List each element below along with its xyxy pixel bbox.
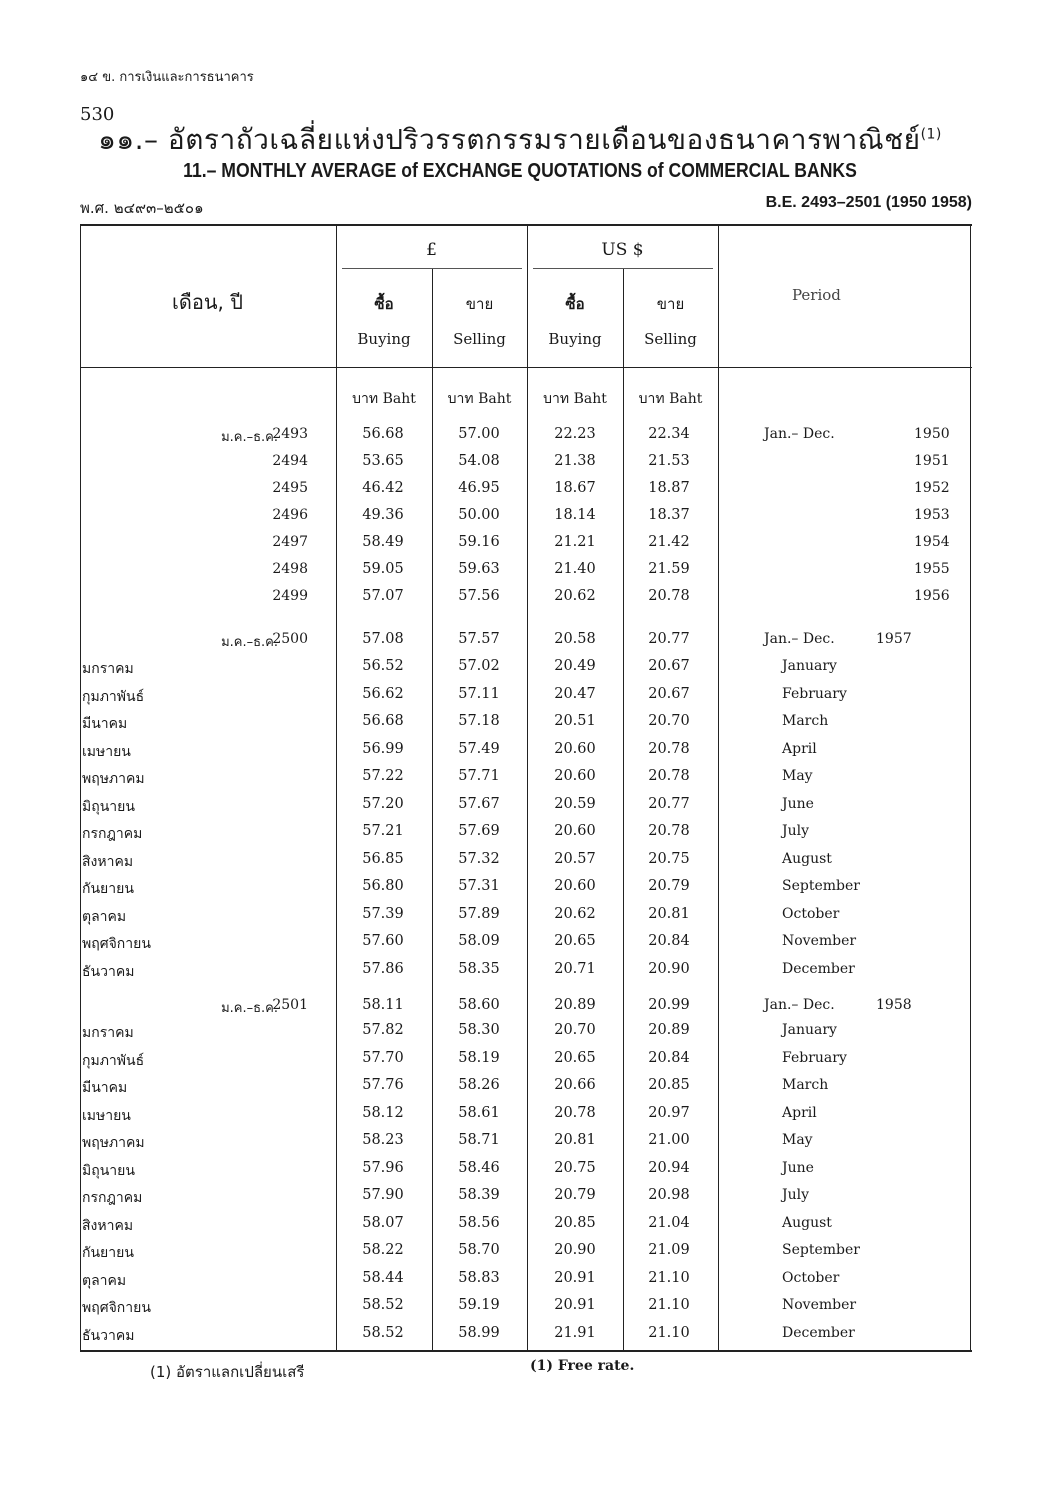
month-thai: เมษายน	[82, 1107, 131, 1124]
month-thai: มิถุนายน	[82, 1162, 135, 1179]
usd-buying: Buying	[548, 330, 602, 348]
table-row	[80, 507, 972, 534]
gbp-buying-value: 46.42	[362, 480, 404, 496]
gbp-buy-thai: ซื้อ	[374, 295, 394, 313]
gbp-buying-value: 57.86	[362, 960, 404, 977]
month-en: June	[782, 795, 814, 812]
gbp-selling-value: 58.30	[458, 1022, 500, 1038]
gbp-selling-value: 57.18	[458, 713, 500, 729]
gbp-selling-value: 57.89	[458, 905, 500, 922]
month-en: November	[782, 1297, 857, 1313]
row-year-thai: 2494	[272, 453, 308, 469]
gbp-selling-value: 57.02	[458, 658, 500, 674]
gbp-selling-value: 57.32	[458, 850, 500, 867]
usd-selling-value: 20.77	[648, 631, 690, 647]
month-en: May	[782, 1132, 813, 1148]
row-label-thai: ม.ค.–ธ.ค.	[221, 1001, 278, 1016]
usd-buying-value: 20.75	[554, 1159, 596, 1176]
usd-buying-value: 20.60	[554, 878, 596, 894]
gbp-selling-value: 58.39	[458, 1187, 500, 1203]
footnote-en: (1) Free rate.	[530, 1358, 635, 1374]
period-en: B.E. 2493–2501 (1950 1958)	[765, 194, 972, 211]
gbp-selling-value: 46.95	[458, 480, 500, 496]
exchange-table	[80, 224, 972, 1352]
table-row	[80, 933, 972, 960]
usd-selling-value: 21.09	[648, 1242, 690, 1258]
row-year-thai: 2498	[272, 561, 308, 577]
table-row-total	[80, 631, 972, 658]
usd-selling-value: 21.00	[648, 1132, 690, 1148]
table-row	[80, 1187, 972, 1214]
month-en: August	[782, 850, 832, 867]
gbp-selling-value: 57.49	[458, 740, 500, 757]
usd-buying-value: 21.91	[554, 1324, 596, 1341]
currency-usd: US $	[601, 240, 644, 260]
table-row	[80, 1105, 972, 1132]
row-year-en: 1951	[914, 453, 950, 469]
usd-buying-value: 20.90	[554, 1242, 596, 1258]
usd-selling-value: 21.53	[648, 453, 690, 469]
period-thai: พ.ศ. ๒๔๙๓–๒๕๐๑	[80, 199, 204, 217]
gbp-buying-value: 57.76	[362, 1077, 404, 1093]
month-thai: พฤศจิกายน	[82, 1300, 151, 1316]
gbp-selling-value: 57.57	[458, 631, 500, 647]
usd-buying-value: 20.62	[554, 588, 596, 604]
usd-buying-value: 18.67	[554, 480, 596, 496]
gbp-selling-value: 59.19	[458, 1297, 500, 1313]
gbp-selling-value: 57.56	[458, 588, 500, 604]
month-thai: สิงหาคม	[82, 1217, 134, 1234]
table-row	[80, 1132, 972, 1159]
footnote-thai: (1) อัตราแลกเปลี่ยนเสรี	[150, 1363, 305, 1381]
gbp-selling-value: 58.19	[458, 1049, 500, 1066]
usd-selling-value: 20.97	[648, 1104, 690, 1121]
month-thai: เมษายน	[82, 743, 131, 760]
gbp-selling-value: 59.16	[458, 534, 500, 550]
usd-selling-value: 20.84	[648, 933, 690, 949]
usd-selling-value: 20.77	[648, 795, 690, 812]
table-row	[80, 686, 972, 713]
table-row	[80, 561, 972, 588]
gbp-buying-value: 56.68	[362, 426, 404, 442]
month-thai: กุมภาพันธ์	[82, 688, 145, 705]
month-en: July	[782, 1187, 810, 1203]
gbp-selling-value: 58.09	[458, 933, 500, 949]
gbp-buying-value: 58.07	[362, 1214, 404, 1231]
usd-buying-value: 20.91	[554, 1269, 596, 1286]
gbp-selling-value: 58.35	[458, 960, 500, 977]
table-row	[80, 534, 972, 561]
row-label-en: Jan.– Dec.	[764, 997, 835, 1013]
gbp-selling-value: 57.69	[458, 823, 500, 839]
gbp-selling-value: 58.99	[458, 1324, 500, 1341]
month-thai: มกราคม	[82, 1025, 134, 1041]
row-year-en: 1956	[914, 588, 950, 604]
running-head: ๑๔ ข. การเงินและการธนาคาร	[80, 70, 254, 85]
usd-buying-value: 20.89	[554, 997, 596, 1013]
usd-buying-value: 20.66	[554, 1077, 596, 1093]
usd-buying-value: 20.65	[554, 933, 596, 949]
month-thai: ตุลาคม	[82, 908, 127, 925]
row-label-thai: ม.ค.–ธ.ค.	[221, 430, 278, 445]
table-row	[80, 823, 972, 850]
usd-selling-value: 21.04	[648, 1214, 690, 1231]
gbp-selling-value: 58.71	[458, 1132, 500, 1148]
month-en: March	[782, 1077, 829, 1093]
header-rule	[80, 367, 972, 368]
usd-selling-value: 18.37	[648, 507, 690, 523]
title-thai	[0, 118, 1040, 162]
usd-selling-value: 21.10	[648, 1269, 690, 1286]
month-thai: กรกฎาคม	[82, 826, 143, 842]
table-row	[80, 961, 972, 988]
table-row-total	[80, 997, 972, 1024]
gbp-selling-value: 58.83	[458, 1269, 500, 1286]
month-en: August	[782, 1214, 832, 1231]
month-en: July	[782, 823, 810, 839]
gbp-buying-value: 57.22	[362, 768, 404, 784]
row-year-en: 1950	[914, 426, 950, 442]
month-en: December	[782, 1324, 855, 1341]
table-row	[80, 1242, 972, 1269]
table-row	[80, 768, 972, 795]
usd-buying-value: 20.91	[554, 1297, 596, 1313]
usd-buying-value: 20.59	[554, 795, 596, 812]
usd-buying-value: 21.21	[554, 534, 596, 550]
usd-buying-value: 20.81	[554, 1132, 596, 1148]
gbp-buying-value: 58.44	[362, 1269, 404, 1286]
usd-buying-value: 20.78	[554, 1104, 596, 1121]
usd-selling-value: 20.67	[648, 658, 690, 674]
row-year-thai: 2501	[272, 997, 308, 1013]
gbp-selling-value: 58.70	[458, 1242, 500, 1258]
usd-buying-value: 20.58	[554, 631, 596, 647]
usd-selling-value: 20.94	[648, 1159, 690, 1176]
usd-selling-value: 20.98	[648, 1187, 690, 1203]
row-label-en: Jan.– Dec.	[764, 426, 835, 442]
usd-buying-value: 20.65	[554, 1049, 596, 1066]
table-row	[80, 878, 972, 905]
table-row	[80, 480, 972, 507]
month-thai: มีนาคม	[82, 716, 128, 732]
gbp-buying-value: 58.22	[362, 1242, 404, 1258]
usd-buying-value: 20.51	[554, 713, 596, 729]
gbp-buying-value: 57.21	[362, 823, 404, 839]
month-thai: พฤษภาคม	[82, 771, 145, 787]
gbp-buying: Buying	[357, 330, 411, 348]
gbp-buying-value: 56.62	[362, 685, 404, 702]
unit-label: บาท Baht	[638, 391, 703, 407]
usd-sell-thai: ขาย	[656, 295, 685, 313]
row-year-en: 1953	[914, 507, 950, 523]
gbp-buying-value: 57.90	[362, 1187, 404, 1203]
gbp-selling: Selling	[453, 330, 506, 348]
month-thai: พฤษภาคม	[82, 1135, 145, 1151]
gbp-selling-value: 54.08	[458, 453, 500, 469]
month-thai: กันยายน	[82, 881, 134, 897]
month-en: April	[782, 740, 817, 757]
month-en: February	[782, 685, 847, 702]
gbp-buying-value: 58.49	[362, 534, 404, 550]
row-year-thai: 2500	[272, 631, 308, 647]
gbp-buying-value: 57.96	[362, 1159, 404, 1176]
month-en: April	[782, 1104, 817, 1121]
table-row	[80, 1160, 972, 1187]
row-year-en: 1957	[876, 631, 912, 647]
month-thai: พฤศจิกายน	[82, 936, 151, 952]
month-thai: กุมภาพันธ์	[82, 1052, 145, 1069]
gbp-selling-value: 58.46	[458, 1159, 500, 1176]
usd-buying-value: 18.14	[554, 507, 596, 523]
period-header: Period	[792, 286, 841, 304]
usd-selling-value: 20.70	[648, 713, 690, 729]
month-thai: ธันวาคม	[82, 963, 135, 980]
month-thai: กันยายน	[82, 1245, 134, 1261]
unit-label: บาท Baht	[352, 391, 416, 407]
row-year-en: 1952	[914, 480, 950, 496]
month-en: October	[782, 1269, 840, 1286]
currency-gbp: £	[426, 240, 437, 260]
gbp-selling-value: 57.31	[458, 878, 500, 894]
usd-selling-value: 20.78	[648, 823, 690, 839]
gbp-selling-value: 57.67	[458, 795, 500, 812]
row-year-en: 1955	[914, 561, 950, 577]
usd-selling-value: 21.42	[648, 534, 690, 550]
gbp-buying-value: 57.70	[362, 1049, 404, 1066]
usd-selling-value: 22.34	[648, 426, 690, 442]
usd-buying-value: 20.70	[554, 1022, 596, 1038]
usd-buying-value: 20.85	[554, 1214, 596, 1231]
table-row	[80, 658, 972, 685]
row-year-en: 1954	[914, 534, 950, 550]
currency-underline	[533, 268, 713, 269]
usd-selling-value: 20.67	[648, 685, 690, 702]
month-thai: มกราคม	[82, 661, 134, 677]
gbp-buying-value: 59.05	[362, 561, 404, 577]
gbp-selling-value: 58.56	[458, 1214, 500, 1231]
table-row	[80, 426, 972, 453]
gbp-selling-value: 57.11	[458, 685, 500, 702]
usd-selling-value: 20.99	[648, 997, 690, 1013]
row-year-en: 1958	[876, 997, 912, 1013]
month-thai: สิงหาคม	[82, 853, 134, 870]
usd-selling-value: 21.10	[648, 1297, 690, 1313]
table-row	[80, 1050, 972, 1077]
usd-buying-value: 20.60	[554, 768, 596, 784]
usd-buy-thai: ซื้อ	[565, 295, 585, 313]
usd-buying-value: 20.60	[554, 740, 596, 757]
gbp-buying-value: 57.39	[362, 905, 404, 922]
gbp-buying-value: 58.12	[362, 1104, 404, 1121]
table-row	[80, 1077, 972, 1104]
gbp-buying-value: 56.80	[362, 878, 404, 894]
usd-selling: Selling	[644, 330, 697, 348]
table-row	[80, 453, 972, 480]
month-thai: ธันวาคม	[82, 1327, 135, 1344]
gbp-buying-value: 57.60	[362, 933, 404, 949]
month-en: September	[782, 878, 860, 894]
gbp-buying-value: 58.52	[362, 1297, 404, 1313]
usd-selling-value: 20.89	[648, 1022, 690, 1038]
table-row	[80, 741, 972, 768]
gbp-buying-value: 56.68	[362, 713, 404, 729]
month-en: May	[782, 768, 813, 784]
page-number: 530	[80, 104, 115, 125]
usd-buying-value: 20.71	[554, 960, 596, 977]
usd-buying-value: 20.57	[554, 850, 596, 867]
month-thai: กรกฎาคม	[82, 1190, 143, 1206]
usd-buying-value: 22.23	[554, 426, 596, 442]
title-en: 11.– MONTHLY AVERAGE of EXCHANGE QUOTATIONS of COMMERCIAL BANKS	[183, 160, 857, 182]
row-year-thai: 2496	[272, 507, 308, 523]
usd-selling-value: 20.81	[648, 905, 690, 922]
gbp-buying-value: 58.23	[362, 1132, 404, 1148]
table-row	[80, 1022, 972, 1049]
row-label-en: Jan.– Dec.	[764, 631, 835, 647]
usd-selling-value: 21.59	[648, 561, 690, 577]
gbp-buying-value: 57.20	[362, 795, 404, 812]
usd-selling-value: 18.87	[648, 480, 690, 496]
stub-header: เดือน, ปี	[172, 290, 243, 314]
table-row	[80, 1215, 972, 1242]
usd-selling-value: 20.79	[648, 878, 690, 894]
row-year-thai: 2495	[272, 480, 308, 496]
usd-selling-value: 20.78	[648, 740, 690, 757]
gbp-buying-value: 57.82	[362, 1022, 404, 1038]
month-en: January	[782, 658, 837, 674]
month-en: March	[782, 713, 829, 729]
usd-selling-value: 21.10	[648, 1324, 690, 1341]
month-thai: ตุลาคม	[82, 1272, 127, 1289]
gbp-buying-value: 56.85	[362, 850, 404, 867]
month-en: February	[782, 1049, 847, 1066]
month-en: June	[782, 1159, 814, 1176]
gbp-selling-value: 57.71	[458, 768, 500, 784]
table-row	[80, 906, 972, 933]
gbp-buying-value: 56.99	[362, 740, 404, 757]
row-year-thai: 2497	[272, 534, 308, 550]
gbp-selling-value: 50.00	[458, 507, 500, 523]
usd-buying-value: 21.40	[554, 561, 596, 577]
title-thai-footnote-ref: (1)	[920, 126, 942, 143]
gbp-buying-value: 58.11	[362, 997, 404, 1013]
usd-buying-value: 20.49	[554, 658, 596, 674]
usd-buying-value: 20.47	[554, 685, 596, 702]
table-row	[80, 1325, 972, 1352]
table-row	[80, 851, 972, 878]
month-en: October	[782, 905, 840, 922]
gbp-selling-value: 58.60	[458, 997, 500, 1013]
gbp-buying-value: 49.36	[362, 507, 404, 523]
gbp-selling-value: 58.61	[458, 1104, 500, 1121]
gbp-sell-thai: ขาย	[465, 295, 494, 313]
gbp-buying-value: 58.52	[362, 1324, 404, 1341]
table-row	[80, 713, 972, 740]
unit-label: บาท Baht	[543, 391, 607, 407]
gbp-buying-value: 53.65	[362, 453, 404, 469]
usd-selling-value: 20.78	[648, 768, 690, 784]
table-row	[80, 796, 972, 823]
currency-underline	[342, 268, 522, 269]
title-thai-text: ๑๑.– อัตราถัวเฉลี่ยแห่งปริวรรตกรรมรายเดือนของธนาคารพาณิชย์	[98, 123, 921, 156]
table-row	[80, 1270, 972, 1297]
month-en: September	[782, 1242, 860, 1258]
table-row	[80, 1297, 972, 1324]
gbp-selling-value: 59.63	[458, 561, 500, 577]
month-en: November	[782, 933, 857, 949]
row-label-thai: ม.ค.–ธ.ค.	[221, 635, 278, 650]
gbp-selling-value: 57.00	[458, 426, 500, 442]
gbp-buying-value: 57.07	[362, 588, 404, 604]
gbp-selling-value: 58.26	[458, 1077, 500, 1093]
usd-selling-value: 20.84	[648, 1049, 690, 1066]
month-thai: มิถุนายน	[82, 798, 135, 815]
usd-buying-value: 21.38	[554, 453, 596, 469]
usd-selling-value: 20.75	[648, 850, 690, 867]
usd-buying-value: 20.60	[554, 823, 596, 839]
row-year-thai: 2493	[272, 426, 308, 442]
usd-selling-value: 20.78	[648, 588, 690, 604]
usd-buying-value: 20.62	[554, 905, 596, 922]
gbp-buying-value: 56.52	[362, 658, 404, 674]
usd-selling-value: 20.90	[648, 960, 690, 977]
usd-selling-value: 20.85	[648, 1077, 690, 1093]
month-en: December	[782, 960, 855, 977]
gbp-buying-value: 57.08	[362, 631, 404, 647]
usd-buying-value: 20.79	[554, 1187, 596, 1203]
month-en: January	[782, 1022, 837, 1038]
unit-label: บาท Baht	[447, 391, 512, 407]
table-row	[80, 588, 972, 615]
month-thai: มีนาคม	[82, 1080, 128, 1096]
row-year-thai: 2499	[272, 588, 308, 604]
